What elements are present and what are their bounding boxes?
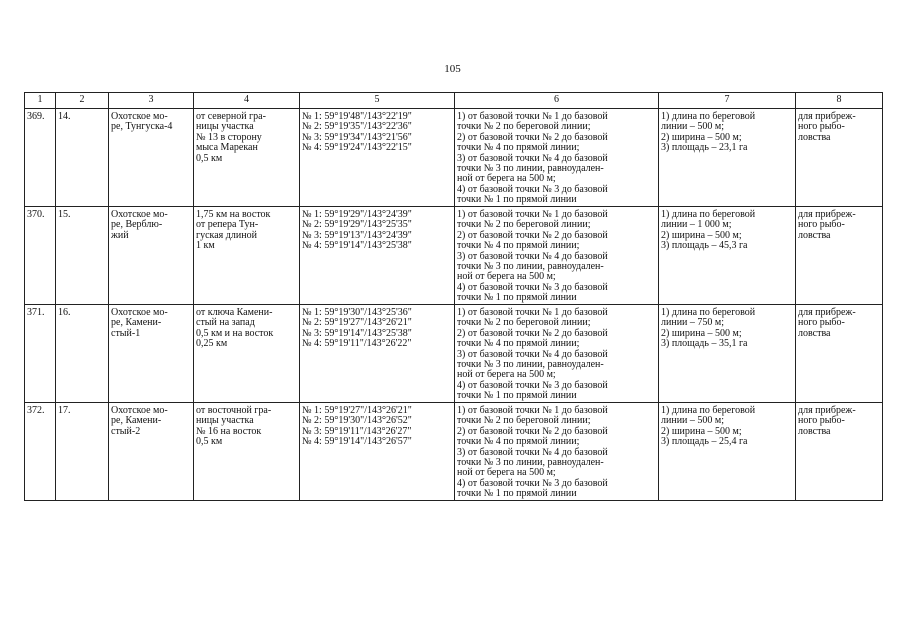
row-number-cell: 370. (25, 207, 56, 305)
coordinates-line: № 1: 59°19'29"/143°24'39" (302, 209, 412, 220)
column-header-8: 8 (796, 93, 883, 109)
dimensions-cell (659, 403, 796, 501)
table-row (25, 403, 883, 501)
purpose-cell (796, 109, 883, 207)
site-description-line: от ключа Камени- (196, 307, 273, 318)
site-location-line: Охотское мо- (111, 307, 168, 318)
coordinates-cell (300, 109, 455, 207)
boundaries-line: 3) от базовой точки № 4 до базовой (457, 348, 608, 360)
boundaries-line: точки № 3 по линии, равноудален- (457, 359, 604, 371)
purpose-line: для прибреж- (798, 209, 856, 220)
coordinates-cell (300, 207, 455, 305)
boundaries-line: точки № 3 по линии, равноудален- (457, 261, 604, 273)
dimensions-line: 2) ширина – 500 м; (661, 229, 742, 241)
boundaries-line: 2) от базовой точки № 2 до базовой (457, 425, 608, 437)
dimensions-line: 3) площадь – 35,1 га (661, 338, 748, 350)
site-location-cell (109, 207, 194, 305)
site-description-line: 0,5 км (196, 152, 223, 164)
dimensions-line: линии – 500 м; (661, 415, 725, 427)
purpose-line: ловства (798, 425, 831, 437)
site-index-cell: 15. (56, 207, 109, 305)
boundaries-cell (455, 207, 659, 305)
boundaries-line: 2) от базовой точки № 2 до базовой (457, 131, 608, 143)
coordinates-line: № 2: 59°19'29"/143°25'35" (302, 219, 412, 231)
site-location-line: ре, Верблю- (111, 219, 163, 231)
boundaries-line: точки № 4 по прямой линии; (457, 142, 580, 154)
site-description-line: 0,5 км (196, 436, 223, 448)
purpose-line: ного рыбо- (798, 219, 845, 231)
boundaries-line: 4) от базовой точки № 3 до базовой (457, 183, 608, 195)
dimensions-line: 1) длина по береговой (661, 209, 756, 220)
table-row (25, 305, 883, 403)
site-index-cell: 14. (56, 109, 109, 207)
purpose-line: ного рыбо- (798, 317, 845, 329)
purpose-cell (796, 403, 883, 501)
dimensions-line: 2) ширина – 500 м; (661, 425, 742, 437)
site-description-line: 1,75 км на восток (196, 209, 271, 220)
purpose-line: для прибреж- (798, 111, 856, 122)
purpose-line: ного рыбо- (798, 415, 845, 427)
boundaries-line: точки № 4 по прямой линии; (457, 338, 580, 350)
coordinates-line: № 3: 59°19'34"/143°21'56" (302, 131, 412, 143)
column-header-3: 3 (109, 93, 194, 109)
purpose-line: ного рыбо- (798, 121, 845, 133)
table-body (25, 109, 883, 501)
dimensions-line: 3) площадь – 45,3 га (661, 240, 748, 252)
site-description-line: 0,5 км и на восток (196, 327, 274, 339)
site-description-line: стый на запад (196, 317, 255, 329)
site-index-cell: 17. (56, 403, 109, 501)
coordinates-line: № 4: 59°19'11"/143°26'22" (302, 338, 412, 350)
dimensions-line: линии – 500 м; (661, 121, 725, 133)
coordinates-line: № 3: 59°19'14"/143°25'38" (302, 327, 412, 339)
dimensions-line: 2) ширина – 500 м; (661, 131, 742, 143)
fishing-sites-table (24, 92, 883, 501)
dimensions-line: 1) длина по береговой (661, 111, 756, 122)
boundaries-line: 4) от базовой точки № 3 до базовой (457, 477, 608, 489)
column-header-2: 2 (56, 93, 109, 109)
site-location-line: Охотское мо- (111, 111, 168, 122)
boundaries-line: 1) от базовой точки № 1 до базовой (457, 111, 608, 122)
site-index-cell: 16. (56, 305, 109, 403)
purpose-line: ловства (798, 131, 831, 143)
boundaries-line: 2) от базовой точки № 2 до базовой (457, 327, 608, 339)
coordinates-line: № 1: 59°19'27"/143°26'21" (302, 405, 412, 416)
site-location-line: стый-2 (111, 425, 141, 437)
row-number-cell: 371. (25, 305, 56, 403)
table-row (25, 207, 883, 305)
site-description-line: ницы участка (196, 121, 254, 133)
purpose-cell (796, 305, 883, 403)
coordinates-line: № 1: 59°19'48"/143°22'19" (302, 111, 412, 122)
boundaries-line: точки № 2 по береговой линии; (457, 415, 591, 427)
boundaries-line: 1) от базовой точки № 1 до базовой (457, 209, 608, 220)
site-location-cell (109, 305, 194, 403)
site-description-line: гуская длиной (196, 229, 257, 241)
site-description-line: от репера Тун- (196, 219, 259, 231)
purpose-line: ловства (798, 229, 831, 241)
boundaries-line: точки № 1 по прямой линии (457, 488, 577, 500)
coordinates-cell (300, 305, 455, 403)
row-number-cell: 372. (25, 403, 56, 501)
site-location-line: Охотское мо- (111, 209, 168, 220)
boundaries-line: ной от берега на 500 м; (457, 467, 556, 479)
site-location-cell (109, 403, 194, 501)
dimensions-line: линии – 750 м; (661, 317, 725, 329)
dimensions-line: 3) площадь – 23,1 га (661, 142, 748, 154)
coordinates-cell (300, 403, 455, 501)
site-location-line: ре, Камени- (111, 415, 162, 427)
boundaries-line: точки № 2 по береговой линии; (457, 317, 591, 329)
coordinates-line: № 4: 59°19'14"/143°25'38" (302, 240, 412, 252)
coordinates-line: № 1: 59°19'30"/143°25'36" (302, 307, 412, 318)
site-location-line: ре, Тунгуска-4 (111, 121, 173, 133)
dimensions-line: 3) площадь – 25,4 га (661, 436, 748, 448)
site-location-cell (109, 109, 194, 207)
column-header-4: 4 (194, 93, 300, 109)
purpose-line: для прибреж- (798, 307, 856, 318)
boundaries-line: 3) от базовой точки № 4 до базовой (457, 152, 608, 164)
boundaries-line: точки № 2 по береговой линии; (457, 219, 591, 231)
coordinates-line: № 2: 59°19'35"/143°22'36" (302, 121, 412, 133)
coordinates-line: № 4: 59°19'14"/143°26'57" (302, 436, 412, 448)
site-description-line: 1 км (196, 240, 215, 252)
boundaries-line: ной от берега на 500 м; (457, 271, 556, 283)
site-description-cell (194, 305, 300, 403)
boundaries-line: 4) от базовой точки № 3 до базовой (457, 281, 608, 293)
dimensions-cell (659, 305, 796, 403)
boundaries-line: точки № 1 по прямой линии (457, 194, 577, 206)
boundaries-line: точки № 1 по прямой линии (457, 292, 577, 304)
coordinates-line: № 3: 59°19'13"/143°24'39" (302, 229, 412, 241)
dimensions-cell (659, 207, 796, 305)
site-location-line: жий (111, 229, 129, 241)
dimensions-line: 1) длина по береговой (661, 405, 756, 416)
table-header-row (25, 93, 883, 109)
purpose-line: ловства (798, 327, 831, 339)
boundaries-line: точки № 3 по линии, равноудален- (457, 457, 604, 469)
site-description-line: № 16 на восток (196, 425, 262, 437)
coordinates-line: № 3: 59°19'11"/143°26'27" (302, 425, 412, 437)
boundaries-line: 2) от базовой точки № 2 до базовой (457, 229, 608, 241)
boundaries-line: точки № 4 по прямой линии; (457, 240, 580, 252)
boundaries-cell (455, 305, 659, 403)
boundaries-cell (455, 109, 659, 207)
site-description-cell (194, 403, 300, 501)
row-number-cell: 369. (25, 109, 56, 207)
dimensions-cell (659, 109, 796, 207)
site-description-line: ницы участка (196, 415, 254, 427)
table-row (25, 109, 883, 207)
site-location-line: ре, Камени- (111, 317, 162, 329)
site-description-line: мыса Марекан (196, 142, 258, 154)
site-location-line: Охотское мо- (111, 405, 168, 416)
coordinates-line: № 2: 59°19'27"/143°26'21" (302, 317, 412, 329)
page-number: 105 (444, 63, 461, 75)
purpose-cell (796, 207, 883, 305)
column-header-6: 6 (455, 93, 659, 109)
site-description-cell (194, 109, 300, 207)
purpose-line: для прибреж- (798, 405, 856, 416)
boundaries-line: 3) от базовой точки № 4 до базовой (457, 446, 608, 458)
boundaries-line: точки № 3 по линии, равноудален- (457, 163, 604, 175)
site-description-line: № 13 в сторону (196, 131, 262, 143)
dimensions-line: линии – 1 000 м; (661, 219, 732, 231)
boundaries-line: точки № 4 по прямой линии; (457, 436, 580, 448)
dimensions-line: 1) длина по береговой (661, 307, 756, 318)
boundaries-line: ной от берега на 500 м; (457, 173, 556, 185)
column-header-5: 5 (300, 93, 455, 109)
column-header-1: 1 (25, 93, 56, 109)
column-header-7: 7 (659, 93, 796, 109)
boundaries-line: 1) от базовой точки № 1 до базовой (457, 405, 608, 416)
coordinates-line: № 2: 59°19'30"/143°26'52" (302, 415, 412, 427)
boundaries-cell (455, 403, 659, 501)
site-description-cell (194, 207, 300, 305)
site-description-line: 0,25 км (196, 338, 228, 350)
boundaries-line: 3) от базовой точки № 4 до базовой (457, 250, 608, 262)
boundaries-line: точки № 1 по прямой линии (457, 390, 577, 402)
site-location-line: стый-1 (111, 327, 141, 339)
coordinates-line: № 4: 59°19'24"/143°22'15" (302, 142, 412, 154)
boundaries-line: ной от берега на 500 м; (457, 369, 556, 381)
boundaries-line: точки № 2 по береговой линии; (457, 121, 591, 133)
site-description-line: от северной гра- (196, 111, 266, 122)
site-description-line: от восточной гра- (196, 405, 272, 416)
dimensions-line: 2) ширина – 500 м; (661, 327, 742, 339)
boundaries-line: 4) от базовой точки № 3 до базовой (457, 379, 608, 391)
boundaries-line: 1) от базовой точки № 1 до базовой (457, 307, 608, 318)
